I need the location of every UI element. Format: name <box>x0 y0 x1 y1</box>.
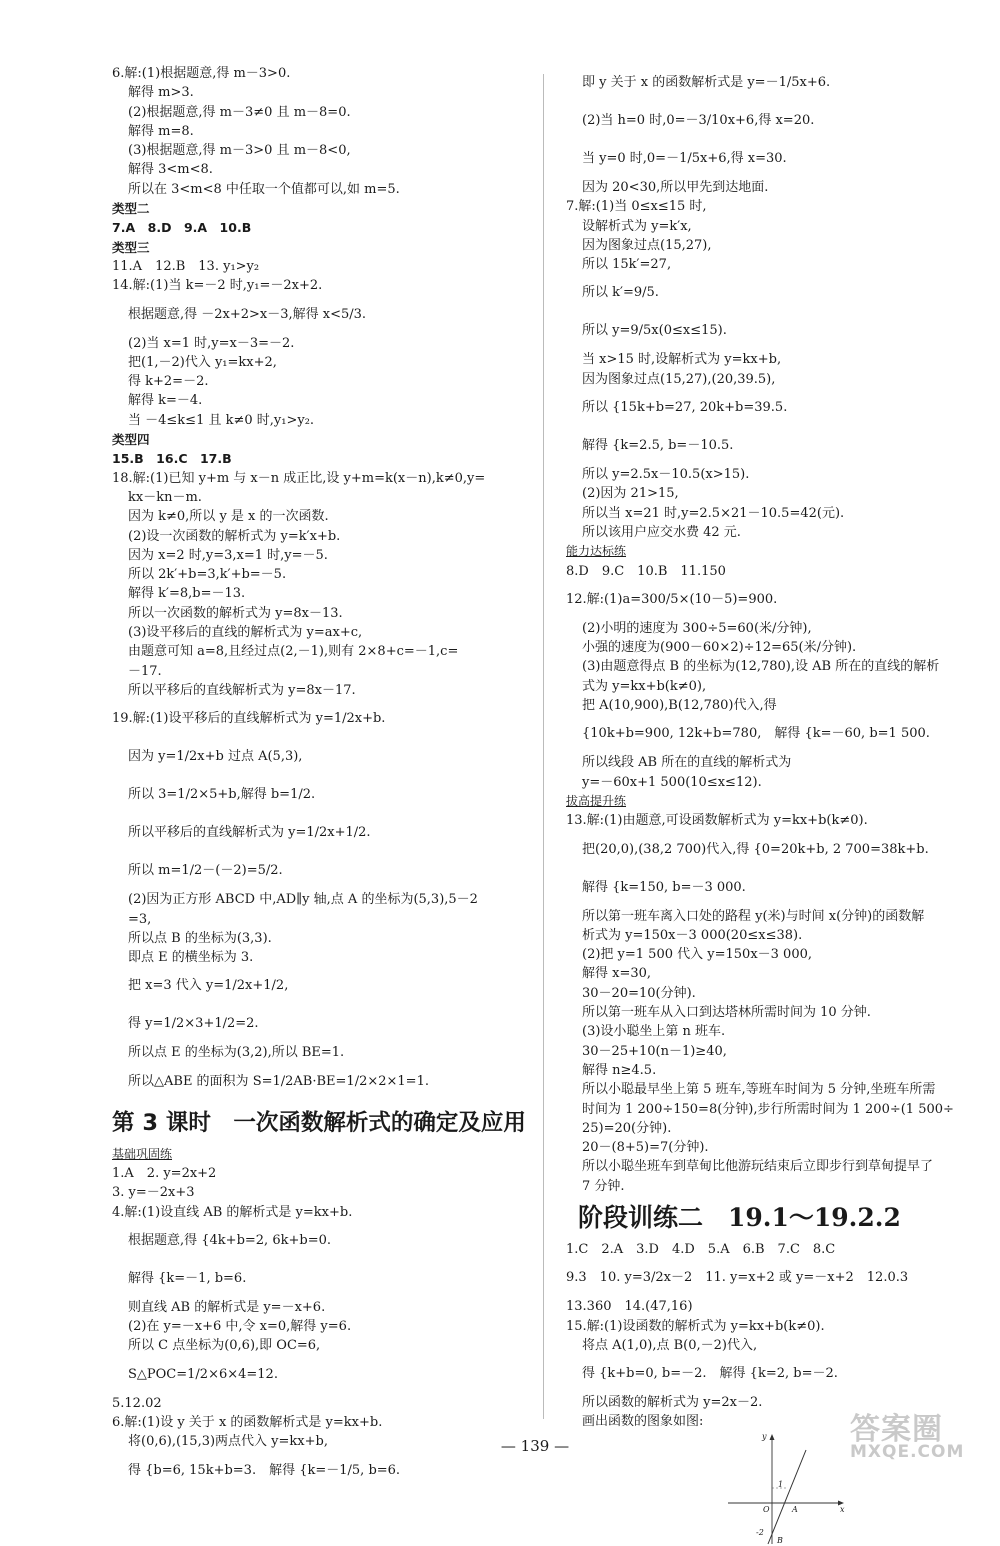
left-text-line: 得 {b=6, 15k+b=3. 解得 {k=－1/5, b=6. <box>128 1462 401 1478</box>
left-text-line: 解得 {k=－1, b=6. <box>128 1270 247 1286</box>
left-text-line: 得 k+2=－2. <box>128 374 209 390</box>
left-text-line: (2)设一次函数的解析式为 y=k′x+b. <box>128 528 341 544</box>
left-text-line: 由题意可知 a=8,且经过点(2,－1),则有 2×8+c=－1,c= <box>128 644 459 660</box>
right-text-line: (2)小明的速度为 300÷5=60(米/分钟), <box>582 620 812 636</box>
left-text-line: 根据题意,得 －2x+2>x－3,解得 x<5/3. <box>128 306 367 322</box>
left-text-line: 15.B 16.C 17.B <box>112 451 232 467</box>
right-text-line: 式为 y=kx+b(k≠0), <box>582 678 707 694</box>
right-text-line: 解得 x=30, <box>582 966 652 982</box>
right-text-line: 所以 y=9/5x(0≤x≤15). <box>582 323 727 339</box>
left-text-line: －17. <box>128 663 162 679</box>
left-text-line: 4.解:(1)设直线 AB 的解析式是 y=kx+b. <box>112 1204 353 1220</box>
left-text-line: 所以在 3<m<8 中任取一个值都可以,如 m=5. <box>128 181 400 197</box>
left-text-line: 解得 m>3. <box>128 85 194 101</box>
right-text-line: 所以当 x=21 时,y=2.5×21－10.5=42(元). <box>582 505 845 521</box>
left-text-line: 所以 3=1/2×5+b,解得 b=1/2. <box>128 787 316 803</box>
right-text-line: 13.解:(1)由题意,可设函数解析式为 y=kx+b(k≠0). <box>566 813 868 829</box>
left-text-line: 解得 k′=8,b=－13. <box>128 586 246 602</box>
right-text-line: (2)把 y=1 500 代入 y=150x－3 000, <box>582 947 812 963</box>
right-text-line: 所以第一班车离入口处的路程 y(米)与时间 x(分钟)的函数解 <box>582 908 925 924</box>
left-text-line: 所以一次函数的解析式为 y=8x－13. <box>128 605 343 621</box>
right-text-line: 30－25+10(n－1)≥40, <box>582 1043 727 1059</box>
column-divider <box>543 74 544 1419</box>
right-text-line: 当 x>15 时,设解析式为 y=kx+b, <box>582 352 782 368</box>
right-text-line: 所以小聪坐班车到草甸比他游玩结束后立即步行到草甸提早了 <box>582 1159 934 1175</box>
right-text-line: 25)=20(分钟). <box>582 1120 672 1136</box>
right-text-line: {10k+b=900, 12k+b=780, 解得 {k=－60, b=1 500. <box>582 726 930 742</box>
watermark <box>850 1404 980 1464</box>
tick-one-label: 1 <box>778 1479 784 1489</box>
right-text-line: 15.解:(1)设函数的解析式为 y=kx+b(k≠0). <box>566 1318 825 1334</box>
left-text-line: 把(1,－2)代入 y₁=kx+2, <box>128 354 277 370</box>
right-text-line: 因为图象过点(15,27),(20,39.5), <box>582 371 776 387</box>
point-a-label: A <box>792 1504 798 1514</box>
right-text-line: 所以 {15k+b=27, 20k+b=39.5. <box>582 400 788 416</box>
left-text-line: 类型三 <box>112 239 150 255</box>
left-text-line: 解得 k=－4. <box>128 393 203 409</box>
left-text-line: 解得 m=8. <box>128 123 194 139</box>
right-text-line: (3)设小聪坐上第 n 班车. <box>582 1024 726 1040</box>
function-line <box>768 1450 806 1544</box>
left-text-line: 7.A 8.D 9.A 10.B <box>112 220 252 236</box>
right-text-line: 7.解:(1)当 0≤x≤15 时, <box>566 199 707 215</box>
page-number: — 139 — <box>500 1437 570 1455</box>
left-text-line: 根据题意,得 {4k+b=2, 6k+b=0. <box>128 1232 331 1248</box>
left-text-line: 所以 m=1/2－(－2)=5/2. <box>128 863 283 879</box>
right-text-line: 所以第一班车从入口到达塔林所需时间为 10 分钟. <box>582 1005 871 1021</box>
x-axis-label: x <box>840 1504 845 1514</box>
right-text-line: 能力达标练 <box>566 544 627 559</box>
left-text-line: =3, <box>128 911 152 927</box>
left-text-line: (2)当 x=1 时,y=x－3=－2. <box>128 335 295 351</box>
left-text-line: 3. y=－2x+3 <box>112 1185 195 1201</box>
left-text-line: 因为 k≠0,所以 y 是 x 的一次函数. <box>128 509 329 525</box>
left-text-line: (2)在 y=－x+6 中,令 x=0,解得 y=6. <box>128 1319 352 1335</box>
right-text-line: 所以 k′=9/5. <box>582 285 659 301</box>
right-text-line: 设解析式为 y=k′x, <box>582 218 692 234</box>
right-text-line: (3)由题意得点 B 的坐标为(12,780),设 AB 所在的直线的解析 <box>582 659 940 675</box>
left-text-line: 所以平移后的直线解析式为 y=1/2x+1/2. <box>128 825 371 841</box>
right-text-line: 因为 20<30,所以甲先到达地面. <box>582 180 769 195</box>
right-text-line: 12.解:(1)a=300/5×(10－5)=900. <box>566 591 778 607</box>
left-text-line: 因为 x=2 时,y=3,x=1 时,y=－5. <box>128 547 328 563</box>
y-axis-arrow <box>770 1434 775 1440</box>
right-text-line: 当 y=0 时,0=－1/5x+6,得 x=30. <box>582 151 787 166</box>
right-text-line: 画出函数的图象如图: <box>582 1414 704 1430</box>
right-text-line: (2)因为 21>15, <box>582 486 679 502</box>
left-text-line: 即点 E 的横坐标为 3. <box>128 950 254 966</box>
left-column <box>112 64 530 1490</box>
watermark-text: 答案圈 <box>850 1412 943 1447</box>
left-text-line: 所以点 E 的坐标为(3,2),所以 BE=1. <box>128 1045 345 1061</box>
right-text-line: 20－(8+5)=7(分钟). <box>582 1140 709 1156</box>
right-text-line: 7 分钟. <box>582 1178 625 1194</box>
right-text-line: 所以线段 AB 所在的直线的解析式为 <box>582 755 792 771</box>
left-text-line: 11.A 12.B 13. y₁>y₂ <box>112 258 260 274</box>
left-text-line: 第 3 课时 一次函数解析式的确定及应用 <box>112 1109 526 1136</box>
right-text-line: 30－20=10(分钟). <box>582 985 696 1001</box>
right-text-line: y=－60x+1 500(10≤x≤12). <box>582 774 762 790</box>
left-text-line: 所以 2k′+b=3,k′+b=－5. <box>128 567 287 583</box>
left-text-line: 18.解:(1)已知 y+m 与 x－n 成正比,设 y+m=k(x－n),k≠0,y= <box>112 470 486 486</box>
origin-label: O <box>763 1504 770 1514</box>
right-text-line: 因为图象过点(15,27), <box>582 237 712 253</box>
right-text-line: 解得 {k=150, b=－3 000. <box>582 879 746 895</box>
right-text-line: 小强的速度为(900－60×2)÷12=65(米/分钟). <box>582 640 857 656</box>
left-text-line: 则直线 AB 的解析式是 y=－x+6. <box>128 1299 326 1315</box>
right-text-line: 阶段训练二 19.1～19.2.2 <box>578 1202 901 1232</box>
right-text-line: 把(20,0),(38,2 700)代入,得 {0=20k+b, 2 700=38k+b. <box>582 841 929 857</box>
left-text-line: 解得 3<m<8. <box>128 162 213 178</box>
right-text-line: 时间为 1 200÷150=8(分钟),步行所需时间为 1 200÷(1 500÷ <box>582 1101 954 1117</box>
right-text-line: 所以小聪最早坐上第 5 班车,等班车时间为 5 分钟,坐班车所需 <box>582 1082 936 1098</box>
left-text-line: 当 －4≤k≤1 且 k≠0 时,y₁>y₂. <box>128 412 315 428</box>
graph-svg <box>728 1432 848 1546</box>
right-text-line: 13.360 14.(47,16) <box>566 1299 693 1315</box>
right-text-line: 所以 y=2.5x－10.5(x>15). <box>582 467 750 483</box>
function-graph <box>728 1432 848 1546</box>
right-text-line: 解得 n≥4.5. <box>582 1062 657 1078</box>
right-column <box>566 64 966 1546</box>
left-text-line: S△POC=1/2×6×4=12. <box>128 1366 278 1382</box>
left-text-line: (3)设平移后的直线的解析式为 y=ax+c, <box>128 625 363 641</box>
left-text-line: 基础巩固练 <box>112 1146 173 1161</box>
right-text-line: 把 A(10,900),B(12,780)代入,得 <box>582 698 777 714</box>
left-text-line: kx－kn－m. <box>128 489 202 505</box>
left-text-line: 所以平移后的直线解析式为 y=8x－17. <box>128 682 356 698</box>
left-text-line: 所以△ABE 的面积为 S=1/2AB·BE=1/2×2×1=1. <box>128 1073 429 1089</box>
left-text-line: 14.解:(1)当 k=－2 时,y₁=－2x+2. <box>112 278 323 294</box>
right-text-line: 拔高提升练 <box>566 793 627 808</box>
left-text-line: 得 y=1/2×3+1/2=2. <box>128 1016 259 1032</box>
right-text-line: 即 y 关于 x 的函数解析式是 y=－1/5x+6. <box>582 75 831 90</box>
left-text-line: 6.解:(1)设 y 关于 x 的函数解析式是 y=kx+b. <box>112 1415 383 1431</box>
right-text-line: 所以该用户应交水费 42 元. <box>582 524 741 540</box>
right-text-line: 所以 15k′=27, <box>582 257 672 273</box>
left-text-line: 类型二 <box>112 201 150 217</box>
right-text-line: 1.C 2.A 3.D 4.D 5.A 6.B 7.C 8.C <box>566 1241 836 1257</box>
left-text-line: 所以点 B 的坐标为(3,3). <box>128 930 272 946</box>
left-text-line: (2)因为正方形 ABCD 中,AD∥y 轴,点 A 的坐标为(5,3),5－2 <box>128 892 478 908</box>
right-text-line: 将点 A(1,0),点 B(0,－2)代入, <box>582 1337 758 1353</box>
right-text-line: 9.3 10. y=3/2x－2 11. y=x+2 或 y=－x+2 12.0.3 <box>566 1270 909 1286</box>
y-axis-label: y <box>762 1431 767 1441</box>
left-text-line: 5.12.02 <box>112 1395 162 1411</box>
right-text-line: 所以函数的解析式为 y=2x－2. <box>582 1395 763 1411</box>
tick-neg-two-label: -2 <box>756 1527 764 1537</box>
right-text-line: 析式为 y=150x－3 000(20≤x≤38). <box>582 927 803 943</box>
left-text-line: 1.A 2. y=2x+2 <box>112 1165 217 1181</box>
left-text-line: 所以 C 点坐标为(0,6),即 OC=6, <box>128 1338 321 1354</box>
right-text-line: 8.D 9.C 10.B 11.150 <box>566 563 726 579</box>
left-text-line: 把 x=3 代入 y=1/2x+1/2, <box>128 978 289 994</box>
watermark-url: MXQE.COM <box>850 1442 965 1462</box>
left-text-line: 6.解:(1)根据题意,得 m－3>0. <box>112 66 291 81</box>
left-text-line: (2)根据题意,得 m－3≠0 且 m－8=0. <box>128 104 351 120</box>
point-b-label: B <box>777 1535 783 1545</box>
left-text-line: (3)根据题意,得 m－3>0 且 m－8<0, <box>128 143 351 159</box>
left-text-line: 因为 y=1/2x+b 过点 A(5,3), <box>128 749 303 765</box>
left-text-line: 类型四 <box>112 432 150 448</box>
right-text-line: 得 {k+b=0, b=－2. 解得 {k=2, b=－2. <box>582 1366 838 1382</box>
right-column-lines <box>566 64 966 1432</box>
left-text-line: 将(0,6),(15,3)两点代入 y=kx+b, <box>128 1434 328 1450</box>
right-text-line: (2)当 h=0 时,0=－3/10x+6,得 x=20. <box>582 113 815 128</box>
left-text-line: 19.解:(1)设平移后的直线解析式为 y=1/2x+b. <box>112 711 386 727</box>
right-text-line: 解得 {k=2.5, b=－10.5. <box>582 438 734 454</box>
